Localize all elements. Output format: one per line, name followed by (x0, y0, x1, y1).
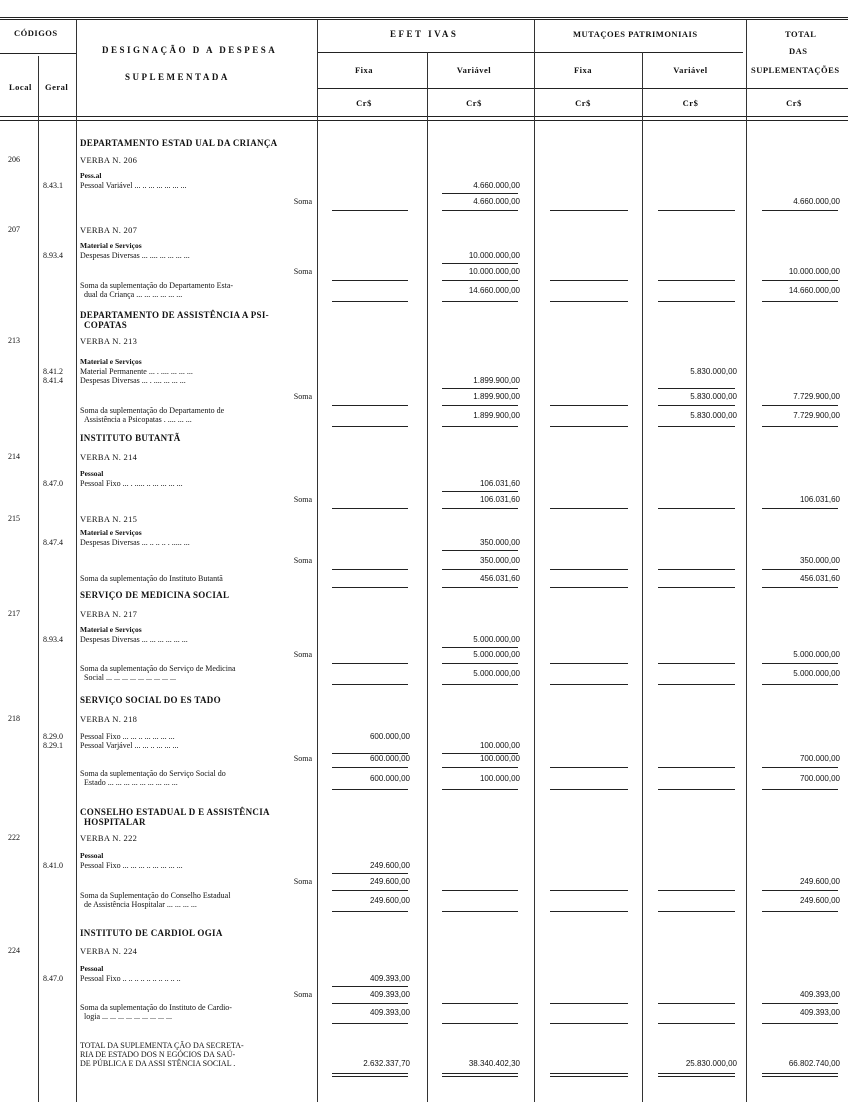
value-underline (442, 767, 518, 768)
value-underline (658, 767, 735, 768)
value-underline (550, 663, 628, 664)
mutacoes-header: MUTAÇOES PATRIMONIAIS (573, 29, 698, 39)
item-line: Despesas Diversas ... . .... ... ... ... (80, 376, 186, 385)
designacao-header: DESIGNAÇÃO D A DESPESA (102, 45, 278, 55)
currency-label-4: Cr$ (786, 98, 802, 108)
currency-top-rule (318, 88, 848, 89)
value-variavel: 106.031,60 (479, 479, 520, 488)
currency-label-0: Cr$ (356, 98, 372, 108)
value-underline (550, 569, 628, 570)
value-fixa: 409.393,00 (369, 974, 410, 983)
section-title: INSTITUTO DE CARDIOL OGIA (80, 928, 223, 938)
verba-label: VERBA N. 218 (80, 714, 138, 724)
value-underline (762, 1003, 838, 1004)
subheader-variavel-1: Variável (456, 65, 492, 75)
verba-label: VERBA N. 215 (80, 514, 138, 524)
value-underline (550, 405, 628, 406)
value-underline (550, 684, 628, 685)
geral-header: Geral (45, 82, 69, 92)
subtotal-mut-variavel: 5.830.000,00 (690, 411, 737, 420)
value-underline (762, 508, 838, 509)
value-underline (442, 647, 518, 648)
value-underline (658, 1076, 735, 1077)
value-underline (658, 663, 735, 664)
local-code: 215 (8, 514, 20, 523)
value-underline (550, 1023, 628, 1024)
value-underline (332, 1073, 408, 1074)
soma-total: 10.000.000,00 (788, 267, 840, 276)
efetivas-mutacoes-rule (534, 20, 535, 1102)
subheading: Material e Serviços (80, 357, 142, 366)
fixa-variavel-rule (427, 52, 428, 1102)
soma-variavel: 350.000,00 (479, 556, 520, 565)
value-underline (332, 280, 408, 281)
value-underline (762, 210, 838, 211)
value-underline (442, 890, 518, 891)
header-top-rule-2 (0, 19, 848, 20)
grand-variavel: 38.340.402,30 (468, 1059, 520, 1068)
value-underline (658, 1023, 735, 1024)
local-header: Local (9, 82, 32, 92)
value-underline (332, 569, 408, 570)
subheader-rule (318, 52, 743, 53)
value-underline (442, 789, 518, 790)
local-code: 206 (8, 155, 20, 164)
subtotal-total: 14.660.000,00 (788, 286, 840, 295)
currency-label-3: Cr$ (682, 98, 699, 108)
soma-variavel: 10.000.000,00 (468, 267, 520, 276)
value-underline (332, 1023, 408, 1024)
value-underline (442, 388, 518, 389)
subtotal-total: 7.729.900,00 (793, 411, 840, 420)
verba-label: VERBA N. 222 (80, 833, 138, 843)
item-line: Pessoal Fixo ... . ..... .. ... ... ... ... (80, 479, 183, 488)
value-underline (332, 1076, 408, 1077)
value-underline (550, 301, 628, 302)
value-underline (658, 405, 735, 406)
total-header-2: DAS (789, 46, 808, 56)
subheading: Material e Serviços (80, 625, 142, 634)
value-underline (442, 569, 518, 570)
efetivas-header: EFET IVAS (390, 29, 459, 39)
value-underline (658, 569, 735, 570)
value-underline (442, 405, 518, 406)
subtotal-total: 409.393,00 (799, 1008, 840, 1017)
value-underline (442, 210, 518, 211)
subtotal-line: Soma da Suplementação do Conselho Estadual (80, 891, 231, 900)
geral-code: 8.41.0 (43, 861, 63, 870)
grand-total-line: TOTAL DA SUPLEMENTA ÇÃO DA SECRETA- (80, 1041, 244, 1050)
value-underline (762, 911, 838, 912)
value-underline (658, 684, 735, 685)
item-line: Pessoal Fixo ... ... .. ... ... ... ... (80, 732, 175, 741)
value-underline (762, 569, 838, 570)
section-title-cont: HOSPITALAR (84, 817, 146, 827)
value-underline (762, 405, 838, 406)
subheader-fixa-0: Fixa (354, 65, 374, 75)
grand-total-line-2: RIA DE ESTADO DOS N EGÓCIOS DA SAÚ- (80, 1050, 236, 1059)
value-underline (332, 890, 408, 891)
soma-total: 4.660.000,00 (793, 197, 840, 206)
geral-code: 8.41.2 (43, 367, 63, 376)
value-underline (658, 508, 735, 509)
value-underline (442, 1003, 518, 1004)
value-underline (442, 1073, 518, 1074)
codigos-underline (0, 53, 76, 54)
value-underline (442, 684, 518, 685)
local-code: 207 (8, 225, 20, 234)
section-title: SERVIÇO DE MEDICINA SOCIAL (80, 590, 230, 600)
item-line: Pessoal Fixo .. .. .. .. .. .. .. .. .. .. (80, 974, 181, 983)
subtotal-line: Soma da suplementação do Serviço de Medicina (80, 664, 236, 673)
soma-label: Soma (293, 650, 312, 659)
suplementada-header: SUPLEMENTADA (125, 72, 230, 82)
soma-label: Soma (293, 754, 312, 763)
value-underline (762, 426, 838, 427)
value-variavel: 4.660.000,00 (473, 181, 520, 190)
value-underline (658, 890, 735, 891)
value-underline (550, 426, 628, 427)
value-underline (332, 911, 408, 912)
value-underline (658, 911, 735, 912)
section-title: DEPARTAMENTO DE ASSISTÊNCIA A PSI- (80, 310, 269, 320)
value-underline (658, 1073, 735, 1074)
value-underline (332, 426, 408, 427)
value-underline (332, 405, 408, 406)
soma-variavel: 100.000,00 (479, 754, 520, 763)
value-underline (550, 911, 628, 912)
subtotal-line-cont: Social ... ... ... ... ... ... ... ... ... (84, 673, 176, 682)
value-mut-variavel: 5.830.000,00 (690, 367, 737, 376)
value-underline (332, 663, 408, 664)
geral-code: 8.93.4 (43, 635, 63, 644)
value-underline (332, 767, 408, 768)
soma-total: 7.729.900,00 (793, 392, 840, 401)
value-underline (550, 587, 628, 588)
soma-label: Soma (293, 877, 312, 886)
value-underline (658, 789, 735, 790)
item-line: Pessoal Fixo ... ... ... .. ... ... ... ... (80, 861, 183, 870)
value-underline (762, 1076, 838, 1077)
value-underline (762, 767, 838, 768)
geral-code: 8.43.1 (43, 181, 63, 190)
subtotal-total: 456.031,60 (799, 574, 840, 583)
section-title: DEPARTAMENTO ESTAD UAL DA CRIANÇA (80, 138, 278, 148)
grand-mut-variavel: 25.830.000,00 (685, 1059, 737, 1068)
value-underline (442, 508, 518, 509)
subheading: Pess.al (80, 171, 102, 180)
value-underline (762, 301, 838, 302)
soma-variavel: 5.000.000,00 (473, 650, 520, 659)
subtotal-variavel: 14.660.000,00 (468, 286, 520, 295)
local-code: 213 (8, 336, 20, 345)
subtotal-line: Soma da suplementação do Departamento de (80, 406, 225, 415)
subtotal-line-cont: Estado ... ... ... ... ... ... ... ... ... (84, 778, 178, 787)
subheading: Pessoal (80, 964, 104, 973)
value-underline (442, 491, 518, 492)
subtotal-total: 249.600,00 (799, 896, 840, 905)
value-underline (658, 210, 735, 211)
local-geral-rule (38, 56, 39, 1102)
soma-label: Soma (293, 556, 312, 565)
subtotal-line: Soma da suplementação do Departamento Esta- (80, 281, 234, 290)
value-underline (550, 1073, 628, 1074)
geral-code: 8.47.0 (43, 974, 63, 983)
soma-label: Soma (293, 495, 312, 504)
designacao-fixa-rule (317, 20, 318, 1102)
value-underline (332, 873, 408, 874)
subtotal-fixa: 249.600,00 (369, 896, 410, 905)
value-underline (762, 280, 838, 281)
value-underline (550, 767, 628, 768)
local-code: 217 (8, 609, 20, 618)
value-variavel: 1.899.900,00 (473, 376, 520, 385)
soma-variavel: 1.899.900,00 (473, 392, 520, 401)
subtotal-line: Soma da suplementação do Serviço Social do (80, 769, 226, 778)
soma-label: Soma (293, 197, 312, 206)
value-underline (762, 1073, 838, 1074)
value-underline (442, 1023, 518, 1024)
value-underline (442, 663, 518, 664)
value-underline (658, 426, 735, 427)
verba-label: VERBA N. 213 (80, 336, 138, 346)
soma-total: 106.031,60 (799, 495, 840, 504)
soma-total: 5.000.000,00 (793, 650, 840, 659)
value-underline (762, 890, 838, 891)
value-fixa: 249.600,00 (369, 861, 410, 870)
soma-mut-variavel: 5.830.000,00 (690, 392, 737, 401)
subtotal-variavel: 456.031,60 (479, 574, 520, 583)
value-underline (550, 280, 628, 281)
subheader-variavel-3: Variável (673, 65, 708, 75)
value-underline (332, 986, 408, 987)
subtotal-line: Soma da suplementação do Instituto de Cardio- (80, 1003, 232, 1012)
soma-label: Soma (293, 990, 312, 999)
local-code: 222 (8, 833, 20, 842)
value-underline (550, 1076, 628, 1077)
value-underline (658, 388, 735, 389)
soma-fixa: 600.000,00 (369, 754, 410, 763)
item-line: Despesas Diversas ... .... ... ... ... ... (80, 251, 190, 260)
local-code: 218 (8, 714, 20, 723)
soma-total: 249.600,00 (799, 877, 840, 886)
item-line: Pessoal Varjável ... ... .. ... ... ... (80, 741, 179, 750)
value-underline (442, 911, 518, 912)
verba-label: VERBA N. 207 (80, 225, 138, 235)
value-underline (442, 280, 518, 281)
value-underline (762, 1023, 838, 1024)
total-header-3: SUPLEMENTAÇÕES (751, 65, 840, 75)
subtotal-line-cont: de Assistência Hospitalar ... ... ... ... (84, 900, 197, 909)
codigos-header: CÓDIGOS (14, 28, 58, 38)
soma-total: 700.000,00 (799, 754, 840, 763)
currency-label-2: Cr$ (575, 98, 591, 108)
subheading: Pessoal (80, 469, 104, 478)
geral-code: 8.41.4 (43, 376, 63, 385)
item-line: Material Permanente ... . .... ... ... ... (80, 367, 193, 376)
section-title-cont: COPATAS (84, 320, 128, 330)
value-variavel: 5.000.000,00 (473, 635, 520, 644)
subtotal-variavel: 5.000.000,00 (473, 669, 520, 678)
value-underline (550, 890, 628, 891)
value-underline (442, 301, 518, 302)
value-underline (332, 789, 408, 790)
subtotal-line: Soma da suplementação do Instituto Butantã (80, 574, 223, 583)
geral-code: 8.29.1 (43, 741, 63, 750)
local-code: 214 (8, 452, 20, 461)
value-underline (332, 301, 408, 302)
subtotal-variavel: 1.899.900,00 (473, 411, 520, 420)
geral-code: 8.47.0 (43, 479, 63, 488)
geral-code: 8.29.0 (43, 732, 63, 741)
soma-fixa: 409.393,00 (369, 990, 410, 999)
item-line: Despesas Diversas ... ... ... ... ... ... (80, 635, 188, 644)
section-title: INSTITUTO BUTANTÃ (80, 433, 181, 443)
value-underline (332, 210, 408, 211)
verba-label: VERBA N. 206 (80, 155, 138, 165)
soma-total: 350.000,00 (799, 556, 840, 565)
section-title: SERVIÇO SOCIAL DO ES TADO (80, 695, 221, 705)
verba-label: VERBA N. 224 (80, 946, 138, 956)
subheading: Material e Serviços (80, 528, 142, 537)
subtotal-line-cont: logia ... ... ... ... ... ... ... ... ... (84, 1012, 172, 1021)
value-underline (762, 684, 838, 685)
value-underline (762, 587, 838, 588)
verba-label: VERBA N. 214 (80, 452, 138, 462)
mutacoes-total-rule (746, 20, 747, 1102)
value-fixa: 600.000,00 (369, 732, 410, 741)
value-underline (442, 587, 518, 588)
value-underline (762, 663, 838, 664)
value-underline (658, 587, 735, 588)
geral-code: 8.47.4 (43, 538, 63, 547)
soma-label: Soma (293, 267, 312, 276)
subtotal-fixa: 409.393,00 (369, 1008, 410, 1017)
subtotal-line-cont: dual da Criança ... ... ... ... ... ... (84, 290, 183, 299)
verba-label: VERBA N. 217 (80, 609, 138, 619)
value-underline (442, 550, 518, 551)
value-underline (658, 280, 735, 281)
mut-fixa-variavel-rule (642, 52, 643, 1102)
value-underline (658, 301, 735, 302)
subheader-fixa-2: Fixa (573, 65, 593, 75)
subheading: Pessoal (80, 851, 104, 860)
header-top-rule (0, 17, 848, 18)
value-variavel: 100.000,00 (479, 741, 520, 750)
value-variavel: 350.000,00 (479, 538, 520, 547)
value-underline (442, 426, 518, 427)
item-line: Despesas Diversas ... .. .. .. . ..... ... (80, 538, 190, 547)
subtotal-variavel: 100.000,00 (479, 774, 520, 783)
currency-label-1: Cr$ (466, 98, 482, 108)
header-bottom-rule (0, 116, 848, 117)
subtotal-line-cont: Assistência a Psicopatas . .... ... ... (84, 415, 192, 424)
value-underline (658, 1003, 735, 1004)
grand-total-line-3: DE PÚBLICA E DA ASSI STÊNCIA SOCIAL . (80, 1059, 236, 1068)
geral-code: 8.93.4 (43, 251, 63, 260)
soma-variavel: 106.031,60 (479, 495, 520, 504)
codigos-designacao-rule (76, 20, 77, 1102)
value-underline (442, 1076, 518, 1077)
grand-fixa: 2.632.337,70 (363, 1059, 410, 1068)
value-underline (550, 508, 628, 509)
subtotal-total: 700.000,00 (799, 774, 840, 783)
value-underline (332, 587, 408, 588)
value-underline (550, 789, 628, 790)
local-code: 224 (8, 946, 20, 955)
subtotal-total: 5.000.000,00 (793, 669, 840, 678)
value-underline (550, 210, 628, 211)
value-variavel: 10.000.000,00 (468, 251, 520, 260)
value-underline (332, 1003, 408, 1004)
soma-label: Soma (293, 392, 312, 401)
total-header-1: TOTAL (785, 29, 817, 39)
header-bottom-rule-2 (0, 120, 848, 121)
value-underline (550, 1003, 628, 1004)
soma-fixa: 249.600,00 (369, 877, 410, 886)
section-title: CONSELHO ESTADUAL D E ASSISTÊNCIA (80, 807, 270, 817)
value-underline (442, 263, 518, 264)
subtotal-fixa: 600.000,00 (369, 774, 410, 783)
value-underline (332, 684, 408, 685)
soma-total: 409.393,00 (799, 990, 840, 999)
value-underline (332, 508, 408, 509)
grand-total: 66.802.740,00 (788, 1059, 840, 1068)
item-line: Pessoal Variável ... .. ... ... ... ... ... (80, 181, 187, 190)
value-underline (762, 789, 838, 790)
subheading: Material e Serviços (80, 241, 142, 250)
soma-variavel: 4.660.000,00 (473, 197, 520, 206)
value-underline (442, 193, 518, 194)
